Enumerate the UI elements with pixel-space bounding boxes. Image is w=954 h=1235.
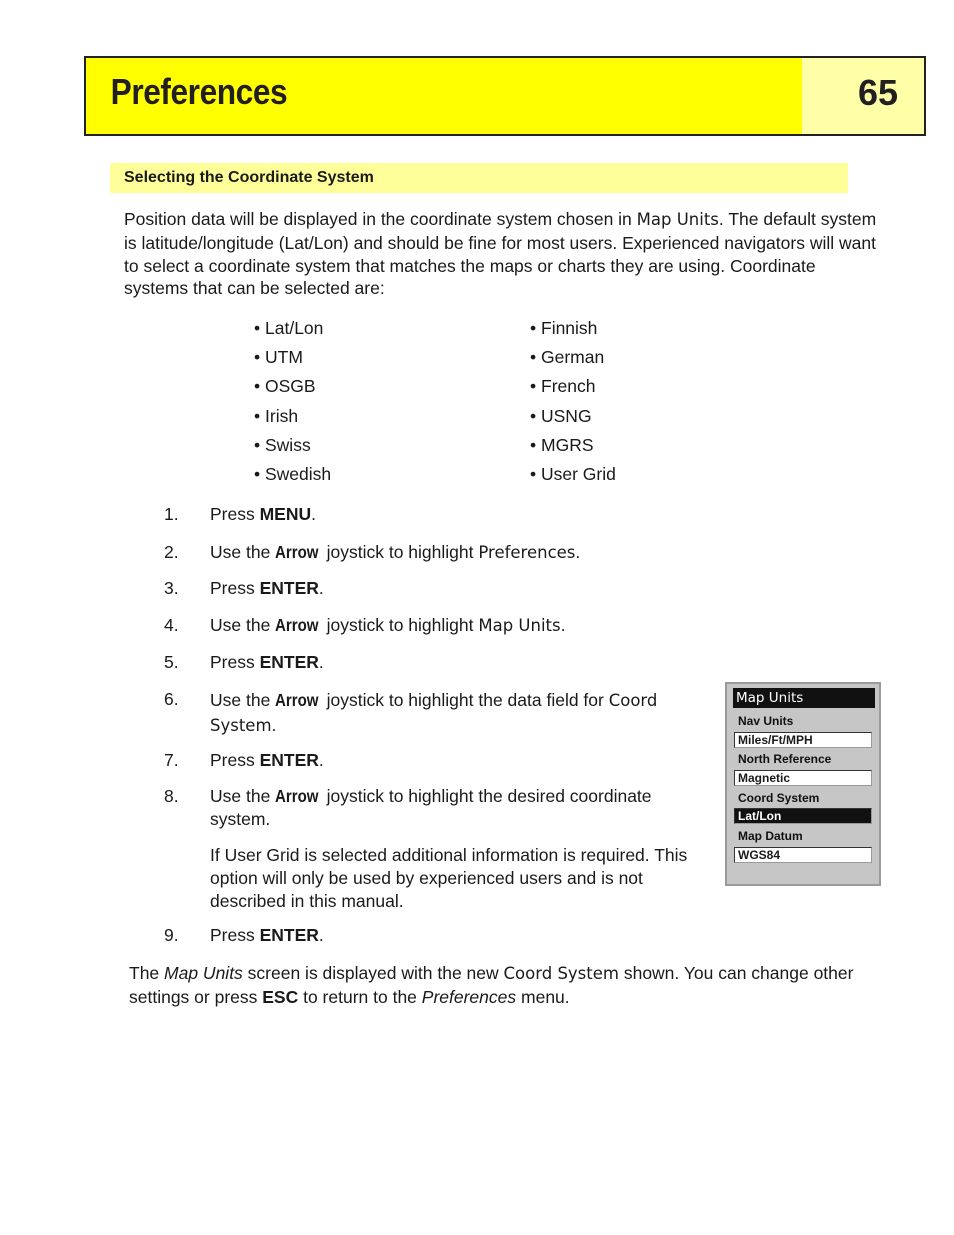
list-item: • Irish (254, 405, 299, 426)
intro-paragraph (124, 208, 884, 300)
closing-paragraph: The Map Units screen is displayed with the new Coord System shown. You can change other settings or press ESC to return to the Preferences menu. (129, 963, 854, 1007)
page-title: Preferences (110, 71, 288, 112)
list-item: • USNG (530, 405, 592, 426)
nav-units-field[interactable]: Miles/Ft/MPH (734, 732, 872, 748)
list-item: • German (530, 347, 605, 368)
map-units-screen (725, 682, 881, 886)
section-heading: Selecting the Coordinate System (110, 163, 848, 193)
map-datum-label: Map Datum (738, 829, 803, 843)
coord-system-label: Coord System (738, 791, 820, 805)
page-number: 65 (802, 58, 924, 134)
north-reference-label: North Reference (738, 752, 832, 766)
intro-text-1: Position data will be displayed in the coordinate system chosen in (124, 209, 637, 229)
page-header (84, 56, 926, 136)
coord-list-left (254, 315, 331, 490)
list-item: • Swedish (254, 463, 332, 484)
list-item: • OSGB (254, 376, 316, 397)
coord-list-right (530, 315, 616, 490)
coord-system-field[interactable]: Lat/Lon (734, 808, 872, 824)
list-item: • Finnish (530, 318, 598, 338)
list-item: • Lat/Lon (254, 318, 324, 338)
list-item: • User Grid (530, 463, 616, 484)
intro-map-units: Map Units (636, 210, 719, 229)
nav-units-label: Nav Units (738, 714, 794, 728)
screen-title: Map Units (733, 688, 875, 708)
list-item: • UTM (254, 347, 303, 368)
north-reference-field[interactable]: Magnetic (734, 770, 872, 786)
list-item: • Swiss (254, 434, 311, 455)
intro-text-2: . The default system is latitude/longitude (Lat/Lon) and should be fine for most users. Experienced navigators will want to select a coordinate system that matches the maps or charts they are using. Coordinate systems that can be selected are: (124, 209, 877, 299)
list-item: • French (530, 376, 596, 397)
list-item: • MGRS (530, 434, 594, 455)
map-datum-field[interactable]: WGS84 (734, 847, 872, 863)
